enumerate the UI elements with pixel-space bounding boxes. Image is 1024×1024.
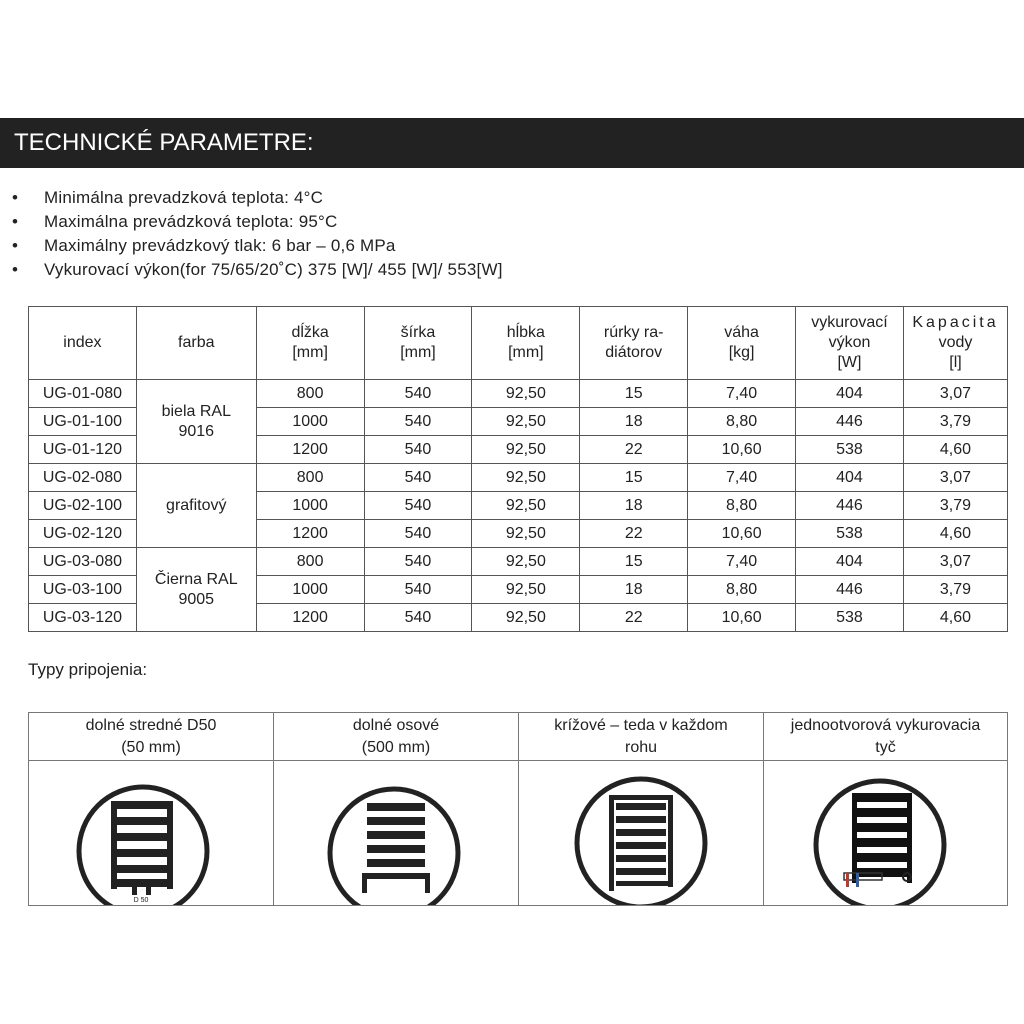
cell-output: 538	[796, 436, 904, 464]
cell-depth: 92,50	[472, 576, 580, 604]
cell-width: 540	[364, 548, 472, 576]
cell-capacity: 3,07	[903, 380, 1007, 408]
cell-length: 1000	[256, 492, 364, 520]
connection-type-header: jednootvorová vykurovacia tyč	[764, 713, 1007, 761]
cell-length: 1200	[256, 436, 364, 464]
cell-output: 404	[796, 548, 904, 576]
cell-tubes: 15	[580, 464, 688, 492]
cell-weight: 7,40	[688, 380, 796, 408]
cell-depth: 92,50	[472, 380, 580, 408]
cell-capacity: 3,79	[903, 408, 1007, 436]
bottom-axial-connection-icon	[274, 761, 519, 905]
cell-index: UG-02-080	[29, 464, 137, 492]
cell-weight: 7,40	[688, 464, 796, 492]
cell-tubes: 18	[580, 492, 688, 520]
single-hole-heating-rod-icon	[764, 761, 1007, 905]
cell-length: 800	[256, 548, 364, 576]
cell-width: 540	[364, 464, 472, 492]
header-tubes: rúrky ra- diátorov	[580, 307, 688, 380]
cell-output: 404	[796, 464, 904, 492]
connection-type-header: dolné osové (500 mm)	[274, 713, 519, 761]
parameter-max-temp: • Maximálna prevádzková teplota: 95°C	[12, 210, 503, 234]
cell-weight: 8,80	[688, 408, 796, 436]
cell-capacity: 4,60	[903, 520, 1007, 548]
cell-weight: 10,60	[688, 604, 796, 632]
cell-index: UG-01-120	[29, 436, 137, 464]
header-width: šírka [mm]	[364, 307, 472, 380]
cell-depth: 92,50	[472, 548, 580, 576]
cell-weight: 10,60	[688, 436, 796, 464]
cell-tubes: 22	[580, 436, 688, 464]
cell-index: UG-03-120	[29, 604, 137, 632]
cell-length: 800	[256, 380, 364, 408]
parameters-table	[28, 306, 1008, 632]
parameter-max-pressure: • Maximálny prevádzkový tlak: 6 bar – 0,6 MPa	[12, 234, 503, 258]
header-index: index	[29, 307, 137, 380]
cell-output: 538	[796, 604, 904, 632]
cell-tubes: 15	[580, 548, 688, 576]
cell-color: grafitový	[136, 464, 256, 548]
cell-tubes: 22	[580, 604, 688, 632]
cell-output: 446	[796, 492, 904, 520]
header-capacity: Kapacita vody [l]	[903, 307, 1007, 380]
connection-types-label: Typy pripojenia:	[28, 660, 148, 679]
header-depth: hĺbka [mm]	[472, 307, 580, 380]
cell-index: UG-01-100	[29, 408, 137, 436]
cell-index: UG-02-100	[29, 492, 137, 520]
cell-width: 540	[364, 520, 472, 548]
cell-index: UG-02-120	[29, 520, 137, 548]
cell-depth: 92,50	[472, 492, 580, 520]
cell-index: UG-01-080	[29, 380, 137, 408]
cell-width: 540	[364, 604, 472, 632]
parameter-min-temp: • Minimálna prevadzková teplota: 4°C	[12, 186, 503, 210]
cell-width: 540	[364, 576, 472, 604]
table-header-row	[29, 307, 1008, 380]
cell-color: Čierna RAL 9005	[136, 548, 256, 632]
cell-length: 1200	[256, 604, 364, 632]
connection-types-table	[28, 712, 1008, 906]
cell-width: 540	[364, 380, 472, 408]
cell-capacity: 3,79	[903, 576, 1007, 604]
cell-capacity: 4,60	[903, 604, 1007, 632]
cell-length: 1000	[256, 576, 364, 604]
cell-output: 538	[796, 520, 904, 548]
cell-output: 446	[796, 576, 904, 604]
cell-weight: 7,40	[688, 548, 796, 576]
cell-tubes: 15	[580, 380, 688, 408]
cell-tubes: 22	[580, 520, 688, 548]
connection-type-header: krížové – teda v každom rohu	[519, 713, 764, 761]
cell-width: 540	[364, 408, 472, 436]
cell-weight: 8,80	[688, 576, 796, 604]
table-row	[29, 464, 1008, 492]
cell-width: 540	[364, 492, 472, 520]
cell-depth: 92,50	[472, 520, 580, 548]
cell-width: 540	[364, 436, 472, 464]
cell-tubes: 18	[580, 576, 688, 604]
cell-weight: 10,60	[688, 520, 796, 548]
parameter-list	[12, 186, 503, 282]
connection-type-header: dolné stredné D50 (50 mm)	[29, 713, 274, 761]
cell-output: 404	[796, 380, 904, 408]
cell-output: 446	[796, 408, 904, 436]
cell-length: 1000	[256, 408, 364, 436]
cell-capacity: 3,07	[903, 464, 1007, 492]
cell-length: 800	[256, 464, 364, 492]
cell-tubes: 18	[580, 408, 688, 436]
table-row	[29, 548, 1008, 576]
cell-capacity: 3,79	[903, 492, 1007, 520]
cell-capacity: 3,07	[903, 548, 1007, 576]
header-color: farba	[136, 307, 256, 380]
cell-index: UG-03-100	[29, 576, 137, 604]
table-row	[29, 380, 1008, 408]
parameter-heating-output: • Vykurovací výkon(for 75/65/20˚C) 375 [W]/ 455 [W]/ 553[W]	[12, 258, 503, 282]
section-title: TECHNICKÉ PARAMETRE:	[0, 118, 1024, 168]
d50-diagram-label: D 50	[133, 897, 149, 904]
cell-depth: 92,50	[472, 436, 580, 464]
cell-length: 1200	[256, 520, 364, 548]
bottom-center-connection-icon	[29, 761, 274, 905]
header-length: dĺžka [mm]	[256, 307, 364, 380]
cell-color: biela RAL 9016	[136, 380, 256, 464]
cell-weight: 8,80	[688, 492, 796, 520]
cell-depth: 92,50	[472, 604, 580, 632]
cell-depth: 92,50	[472, 464, 580, 492]
header-weight: váha [kg]	[688, 307, 796, 380]
header-output: vykurovací výkon [W]	[796, 307, 904, 380]
cell-depth: 92,50	[472, 408, 580, 436]
cell-index: UG-03-080	[29, 548, 137, 576]
cross-connection-icon	[519, 761, 764, 905]
cell-capacity: 4,60	[903, 436, 1007, 464]
